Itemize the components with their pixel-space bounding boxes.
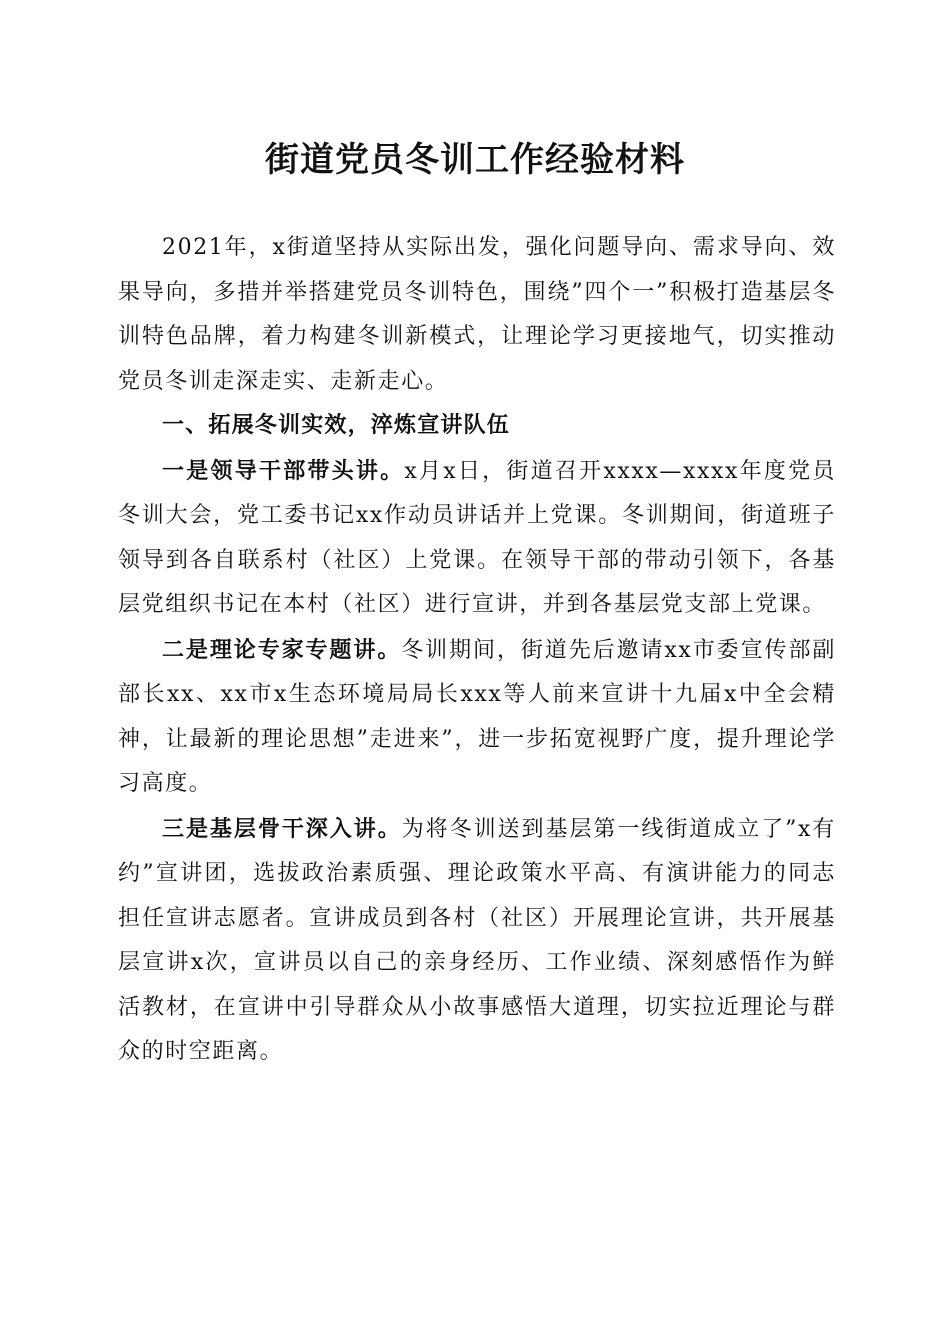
paragraph-2-text: 冬训期间，街道先后邀请xx市委宣传部副部长xx、xx市x生态环境局局长xxx等人前来宣讲十九届x中全会精神，让最新的理论思想”走进来”，进一步拓宽视野广度，提升理论学习高度。 bbox=[118, 637, 836, 796]
paragraph-2 bbox=[118, 628, 836, 807]
paragraph-2-lead: 二是理论专家专题讲。 bbox=[162, 636, 402, 663]
paragraph-1-lead: 一是领导干部带头讲。 bbox=[162, 457, 405, 484]
document-body bbox=[118, 226, 836, 1075]
paragraph-3 bbox=[118, 807, 836, 1075]
paragraph-3-lead: 三是基层骨干深入讲。 bbox=[162, 815, 402, 842]
paragraph-3-text: 为将冬训送到基层第一线街道成立了”x有约”宣讲团，选拔政治素质强、理论政策水平高、有演讲能力的同志担任宣讲志愿者。宣讲成员到各村（社区）开展理论宣讲，共开展基层宣讲x次，宣讲员以自己的亲身经历、工作业绩、深刻感悟作为鲜活教材，在宣讲中引导群众从小故事感悟大道理，切实拉近理论与群众的时空距离。 bbox=[118, 816, 836, 1064]
document-title: 街道党员冬训工作经验材料 bbox=[265, 140, 685, 180]
section-heading: 一、拓展冬训实效，淬炼宣讲队伍 bbox=[162, 413, 511, 438]
paragraph-1 bbox=[118, 449, 836, 628]
paragraph-1-text: x月x日，街道召开xxxx—xxxx年度党员冬训大会，党工委书记xx作动员讲话并上党课。冬训期间，街道班子领导到各自联系村（社区）上党课。在领导干部的带动引领下，各基层党组织书记在本村（社区）进行宣讲，并到各基层党支部上党课。 bbox=[118, 458, 836, 617]
intro-paragraph: 2021年，x街道坚持从实际出发，强化问题导向、需求导向、效果导向，多措并举搭建党员冬训特色，围绕”四个一”积极打造基层冬训特色品牌，着力构建冬训新模式，让理论学习更接地气，切实推动党员冬训走深走实、走新走心。 bbox=[118, 235, 836, 394]
